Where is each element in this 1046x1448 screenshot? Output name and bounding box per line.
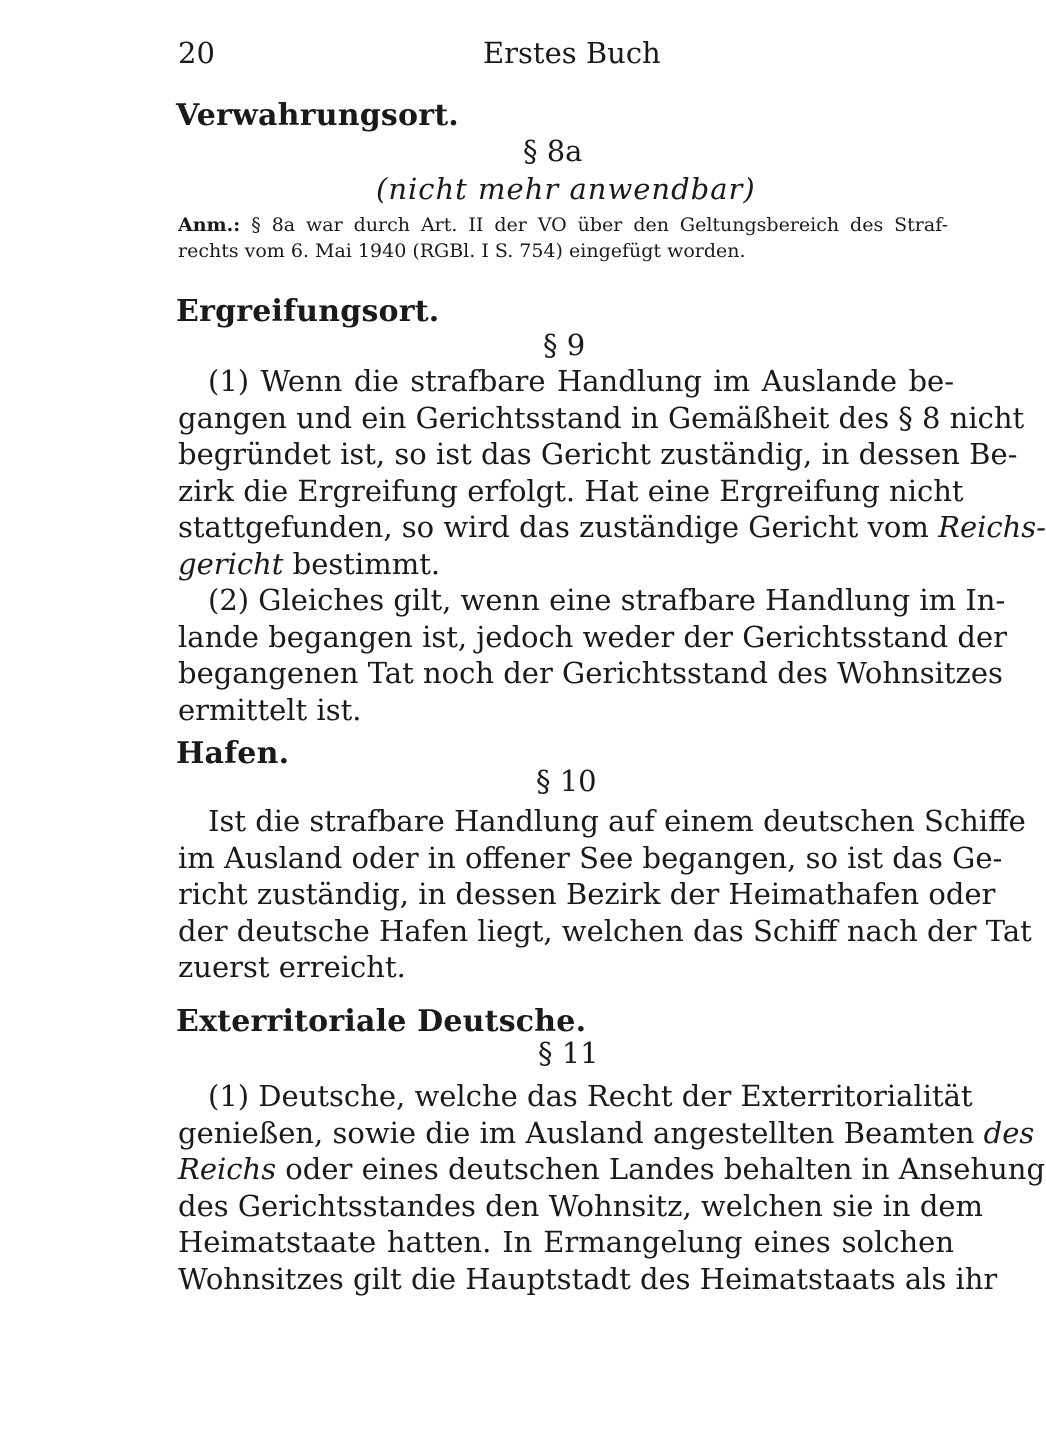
text-line: Heimatstaate hatten. In Ermangelung eines solchen: [178, 1225, 954, 1259]
text-line: lande begangen ist, jedoch weder der Gerichtsstand der: [178, 619, 1008, 654]
note-line-2: rechts vom 6. Mai 1940 (RGBl. I S. 754) eingefügt worden.: [178, 240, 746, 262]
text-line: richt zuständig, in dessen Bezirk der Heimathafen oder: [178, 877, 996, 911]
paragraph-sign-11: § 11: [538, 1036, 599, 1070]
text-line: der deutsche Hafen liegt, welchen das Schiff nach der Tat: [178, 913, 1032, 948]
text-line: begangenen Tat noch der Gerichtsstand des Wohnsitzes: [178, 656, 1003, 690]
text-line: ermittelt ist.: [178, 692, 362, 727]
text-line: gangen und ein Gerichtsstand in Gemäßheit des § 8 nicht: [178, 400, 1025, 435]
note-label: Anm.:: [178, 214, 241, 236]
text-line: [178, 546, 954, 583]
text-line: zirk die Ergreifung erfolgt. Hat eine Ergreifung nicht: [178, 473, 964, 508]
heading-ergreifungsort: Ergreifungsort.: [176, 294, 440, 329]
section-11-text: [178, 1078, 1046, 1297]
text-italic: des: [983, 1115, 1035, 1150]
heading-exterritoriale-deutsche: Exterritoriale Deutsche.: [176, 1004, 587, 1039]
note-text-1: § 8a war durch Art. II der VO über den Geltungsbereich des Straf-: [251, 214, 948, 236]
heading-hafen: Hafen.: [176, 736, 290, 771]
paragraph-sign-8a: § 8a: [523, 134, 583, 168]
text-italic: Reichs: [178, 1152, 277, 1186]
text-line: (1) Deutsche, welche das Recht der Exterritorialität: [208, 1079, 973, 1113]
text-segment: genießen, sowie die im Ausland angestellten Beamten: [178, 1115, 984, 1150]
annotation-note: [178, 212, 948, 264]
text-line: (2) Gleiches gilt, wenn eine strafbare Handlung im In-: [208, 583, 1006, 617]
text-line: [178, 1151, 1046, 1188]
text-line: des Gerichtsstandes den Wohnsitz, welchen sie in dem: [178, 1188, 984, 1223]
section-9-text: [178, 363, 1046, 728]
page-header: [178, 36, 948, 76]
section-10-text: [178, 803, 1032, 986]
text-line: [178, 509, 1046, 546]
text-line: Wohnsitzes gilt die Hauptstadt des Heimatstaats als ihr: [178, 1261, 998, 1296]
text-segment: bestimmt.: [283, 546, 441, 581]
text-italic: gericht: [178, 546, 284, 581]
paragraph-sign-9: § 9: [543, 328, 586, 362]
paragraph-sign-10: § 10: [536, 764, 597, 798]
text-line: (1) Wenn die strafbare Handlung im Auslande be-: [208, 364, 954, 398]
text-line: [178, 1115, 1035, 1152]
page-number: 20: [178, 36, 215, 70]
text-line: Ist die strafbare Handlung auf einem deutschen Schiffe: [208, 804, 1026, 838]
note-line-1: [178, 212, 948, 238]
running-head: Erstes Buch: [483, 36, 661, 70]
text-line: begründet ist, so ist das Gericht zuständig, in dessen Be-: [178, 437, 1018, 471]
text-segment: oder eines deutschen Landes behalten in Ansehung: [276, 1152, 1046, 1186]
text-line: zuerst erreicht.: [178, 950, 406, 984]
heading-verwahrungsort: Verwahrungsort.: [176, 98, 459, 133]
status-not-applicable: (nicht mehr anwendbar): [376, 172, 756, 206]
text-segment: stattgefunden, so wird das zuständige Gericht vom: [178, 510, 939, 544]
text-line: im Ausland oder in offener See begangen, so ist das Ge-: [178, 840, 1003, 875]
text-italic: Reichs-: [938, 510, 1046, 544]
